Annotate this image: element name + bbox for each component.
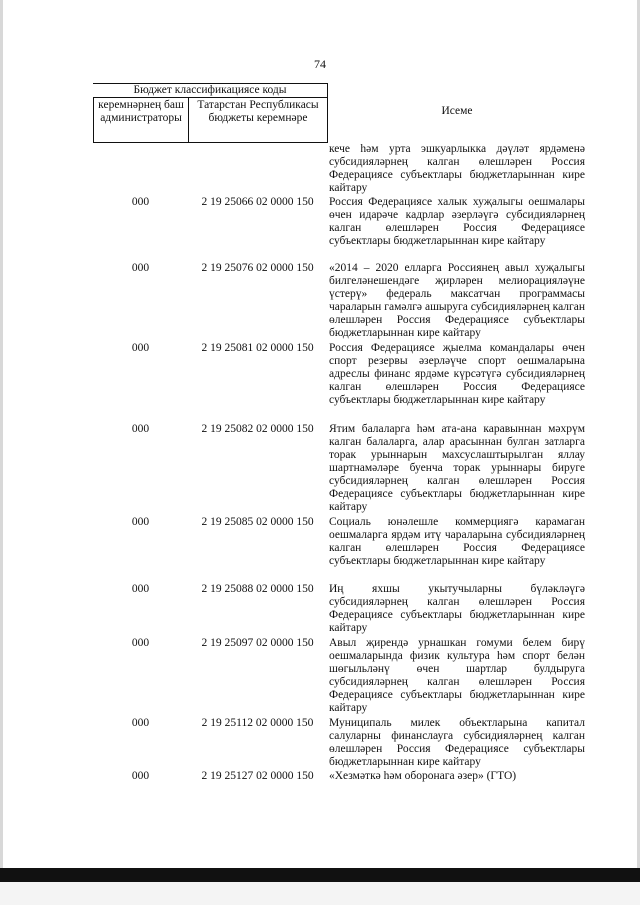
row-name: Россия Федерациясе халык хуҗалыгы оешмалары өчен идарәче кадрлар әзерләүгә субсидияләрнең калган өлешләрен Россия Федерациясе субъектлары бюджетларыннан кире кайтару (329, 196, 585, 247)
row-admin-code: 000 (131, 262, 150, 274)
row-admin-code: 000 (131, 196, 150, 208)
row-name: Муниципаль милек объектларына капитал салуларны финанслауга субсидияләрнең калган өлешләрен Россия Федерациясе субъектлары бюджетларыннан кире кайтару (329, 717, 585, 768)
row-admin-code: 000 (131, 423, 150, 435)
row-admin-code: 000 (131, 583, 150, 595)
row-budget-code: 2 19 25127 02 0000 150 (201, 770, 314, 782)
row-name: «Хезмәткә һәм оборонага әзер» (ГТО) (329, 770, 517, 782)
page-left-edge (0, 0, 3, 868)
table-row (93, 195, 587, 261)
row-budget-code: 2 19 25097 02 0000 150 (201, 637, 314, 649)
header-group-divider (93, 97, 327, 98)
table-row (93, 716, 587, 769)
table-row (93, 515, 587, 582)
row-budget-code: 2 19 25066 02 0000 150 (201, 196, 314, 208)
row-budget-code: 2 19 25085 02 0000 150 (201, 516, 314, 528)
table-row (93, 636, 587, 716)
row-budget-code: 2 19 25088 02 0000 150 (201, 583, 314, 595)
row-name: кече һәм урта эшкуарлыкка дәүләт ярдәменә субсидияләрнең калган өлешләрен Россия Федерациясе субъектлары бюджетларыннан кире кайтару (329, 143, 585, 194)
header-group-title: Бюджет классификациясе коды (133, 84, 287, 96)
table-row (93, 582, 587, 636)
row-name: Иң яхшы укытучыларны бүләкләүгә субсидияләрнең калган өлешләрен Россия Федерациясе субъектлары бюджетларыннан кире кайтару (329, 583, 585, 634)
row-admin-code: 000 (131, 516, 150, 528)
table-body (93, 142, 587, 789)
row-name: Россия Федерациясе җыелма командалары өчен спорт резервы әзерләүче спорт оешмаларына адреслы финанс ярдәме күрсәтүгә субсидияләрнең калган өлешләрен Россия Федерациясе субъектлары бюджетларыннан кире кайтару (329, 342, 585, 406)
row-name: Авыл җирендә урнашкан гомуми белем бирү оешмаларында физик культура һәм спорт белән шөгыльләнү өчен шартлар булдыруга субсидияләрнең калган өлешләрен Россия Федерациясе субъектлары бюджетларыннан кире кайтару (329, 637, 585, 714)
row-admin-code: 000 (131, 717, 150, 729)
table-row (93, 142, 587, 195)
table-row (93, 769, 587, 789)
header-col-revenue: Татарстан Республикасы бюджеты керемнәре (197, 99, 319, 124)
header-col-divider-2 (327, 83, 328, 143)
page-number: 74 (314, 57, 326, 71)
row-budget-code: 2 19 25076 02 0000 150 (201, 262, 314, 274)
row-name: «2014 – 2020 елларга Россиянең авыл хуҗалыгы билгеләнешендәге җирләрен мелиорацияләүне үстерү» федераль максатчан программасы чараларын гамәлгә ашыруга субсидияләрнең калган өлешләрен Россия Федерациясе субъектлары бюджетларыннан кире кайтару (329, 262, 585, 339)
row-name: Ятим балаларга һәм ата-ана каравыннан мәхрүм калган балаларга, алар арасыннан булган затларга торак урыннарын махсуслаштырылган яллау шартнамәләре буенча торак урыннары бируге субсидияләрнең калган өлешләрен Россия Федерациясе субъектлары бюджетларыннан кире кайтару (329, 423, 585, 513)
row-budget-code: 2 19 25081 02 0000 150 (201, 342, 314, 354)
header-col-name: Исеме (441, 105, 473, 117)
table-header (93, 83, 587, 143)
scan-bottom-edge (0, 882, 640, 905)
row-admin-code: 000 (131, 342, 150, 354)
header-col-admin: керемнәрнең баш администраторы (98, 99, 184, 124)
row-budget-code: 2 19 25112 02 0000 150 (201, 717, 314, 729)
table-row (93, 261, 587, 341)
scan-bottom-bar (0, 868, 640, 882)
row-admin-code: 000 (131, 770, 150, 782)
row-admin-code (93, 142, 188, 195)
row-budget-code (188, 142, 327, 195)
row-admin-code: 000 (131, 637, 150, 649)
table-row (93, 341, 587, 422)
row-budget-code: 2 19 25082 02 0000 150 (201, 423, 314, 435)
table-row (93, 422, 587, 515)
row-name: Социаль юнәлешле коммерциягә карамаган оешмаларга ярдәм итү чараларына субсидияләрнең калган өлешләрен Россия Федерациясе субъектлары бюджетларыннан кире кайтару (329, 516, 585, 567)
